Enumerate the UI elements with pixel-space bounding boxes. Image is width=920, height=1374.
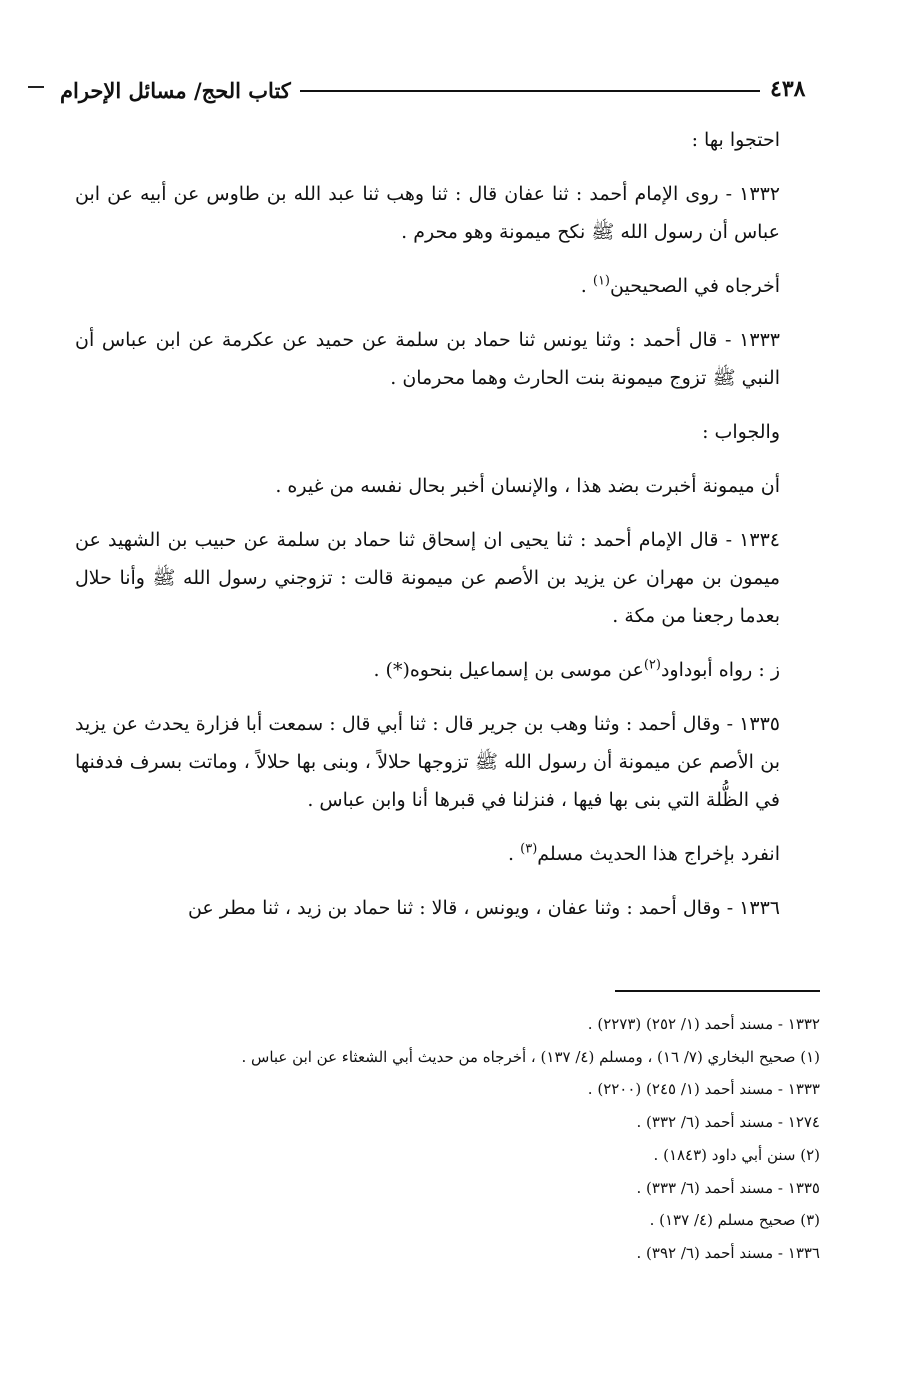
takhrij-muslim-text: انفرد بإخراج هذا الحديث مسلم bbox=[537, 843, 780, 865]
answer-heading: والجواب : bbox=[702, 421, 780, 443]
footnote-line: ١٣٣٢ - مسند أحمد (١/ ٢٥٢) (٢٢٧٣) . bbox=[587, 1015, 820, 1033]
header-dash bbox=[28, 86, 44, 88]
takhrij-end: . bbox=[580, 275, 593, 297]
header-rule bbox=[300, 90, 760, 92]
hadith-1334: ١٣٣٤ - قال الإمام أحمد : ثنا يحيى ان إسحاق ثنا حماد بن سلمة عن حبيب بن الشهيد عن ميمون بن مهران عن يزيد بن الأصم عن ميمونة قالت : تزوجني رسول الله ﷺ وأنا حلال بعدما رجعنا من مكة . bbox=[75, 529, 780, 627]
footnote-rule bbox=[615, 990, 820, 992]
footnote-line: ١٣٣٦ - مسند أحمد (٦/ ٣٩٢) . bbox=[636, 1243, 820, 1262]
answer-text: أن ميمونة أخبرت بضد هذا ، والإنسان أخبر بحال نفسه من غيره . bbox=[275, 475, 780, 497]
footnote-line: ١٣٣٥ - مسند أحمد (٦/ ٣٣٣) . bbox=[636, 1178, 820, 1197]
footnote-line: (٢) سنن أبي داود (١٨٤٣) . bbox=[653, 1145, 820, 1164]
footnote-line: (١) صحيح البخاري (٧/ ١٦) ، ومسلم (٤/ ١٣٧) ، أخرجاه من حديث أبي الشعثاء عن ابن عباس . bbox=[241, 1047, 820, 1066]
paragraph-heading: احتجوا بها : bbox=[691, 129, 780, 151]
footnote-ref-2: (٢) bbox=[643, 657, 661, 673]
running-title: كتاب الحج/ مسائل الإحرام bbox=[60, 78, 291, 103]
hadith-1332: ١٣٣٢ - روى الإمام أحمد : ثنا عفان قال : ثنا وهب ثنا عبد الله بن طاوس عن أبيه عن ابن عباس أن رسول الله ﷺ نكح ميمونة وهو محرم . bbox=[75, 183, 780, 243]
footnote-line: (٣) صحيح مسلم (٤/ ١٣٧) . bbox=[649, 1211, 820, 1230]
page-number: ٤٣٨ bbox=[770, 76, 806, 102]
takhrij-text: أخرجاه في الصحيحين bbox=[610, 275, 780, 297]
takhrij-muslim-end: . bbox=[508, 843, 521, 865]
takhrij-1335 bbox=[75, 835, 820, 873]
zawaid-text: ز : رواه أبوداود bbox=[660, 659, 780, 681]
zawaid-end: عن موسى بن إسماعيل بنحوه(*) . bbox=[373, 659, 644, 681]
hadith-1335: ١٣٣٥ - وقال أحمد : وثنا وهب بن جرير قال : ثنا أبي قال : سمعت أبا فزارة يحدث عن يزيد بن الأصم عن ميمونة أن رسول الله ﷺ تزوجها حلالاً ، وبنى بها حلالاً ، وماتت بسرف فدفنها في الظُّلة التي بنى بها فيها ، فنزلنا في قبرها أنا وابن عباس . bbox=[75, 713, 780, 811]
hadith-1333: ١٣٣٣ - قال أحمد : وثنا يونس ثنا حماد بن سلمة عن حميد عن عكرمة عن ابن عباس أن النبي ﷺ تزوج ميمونة بنت الحارث وهما محرمان . bbox=[75, 329, 780, 389]
footnote-ref-1: (١) bbox=[592, 273, 610, 289]
takhrij-1332 bbox=[75, 267, 820, 305]
main-text bbox=[75, 121, 820, 927]
zawaid-1334 bbox=[75, 651, 820, 689]
footnotes bbox=[110, 1008, 820, 1270]
footnote-line: ١٣٣٣ - مسند أحمد (١/ ٢٤٥) (٢٢٠٠) . bbox=[587, 1080, 820, 1099]
hadith-1336: ١٣٣٦ - وقال أحمد : وثنا عفان ، ويونس ، قالا : ثنا حماد بن زيد ، ثنا مطر عن bbox=[187, 897, 780, 919]
footnote-line: ١٢٧٤ - مسند أحمد (٦/ ٣٣٢) . bbox=[636, 1113, 820, 1132]
footnote-ref-3: (٣) bbox=[520, 841, 538, 857]
